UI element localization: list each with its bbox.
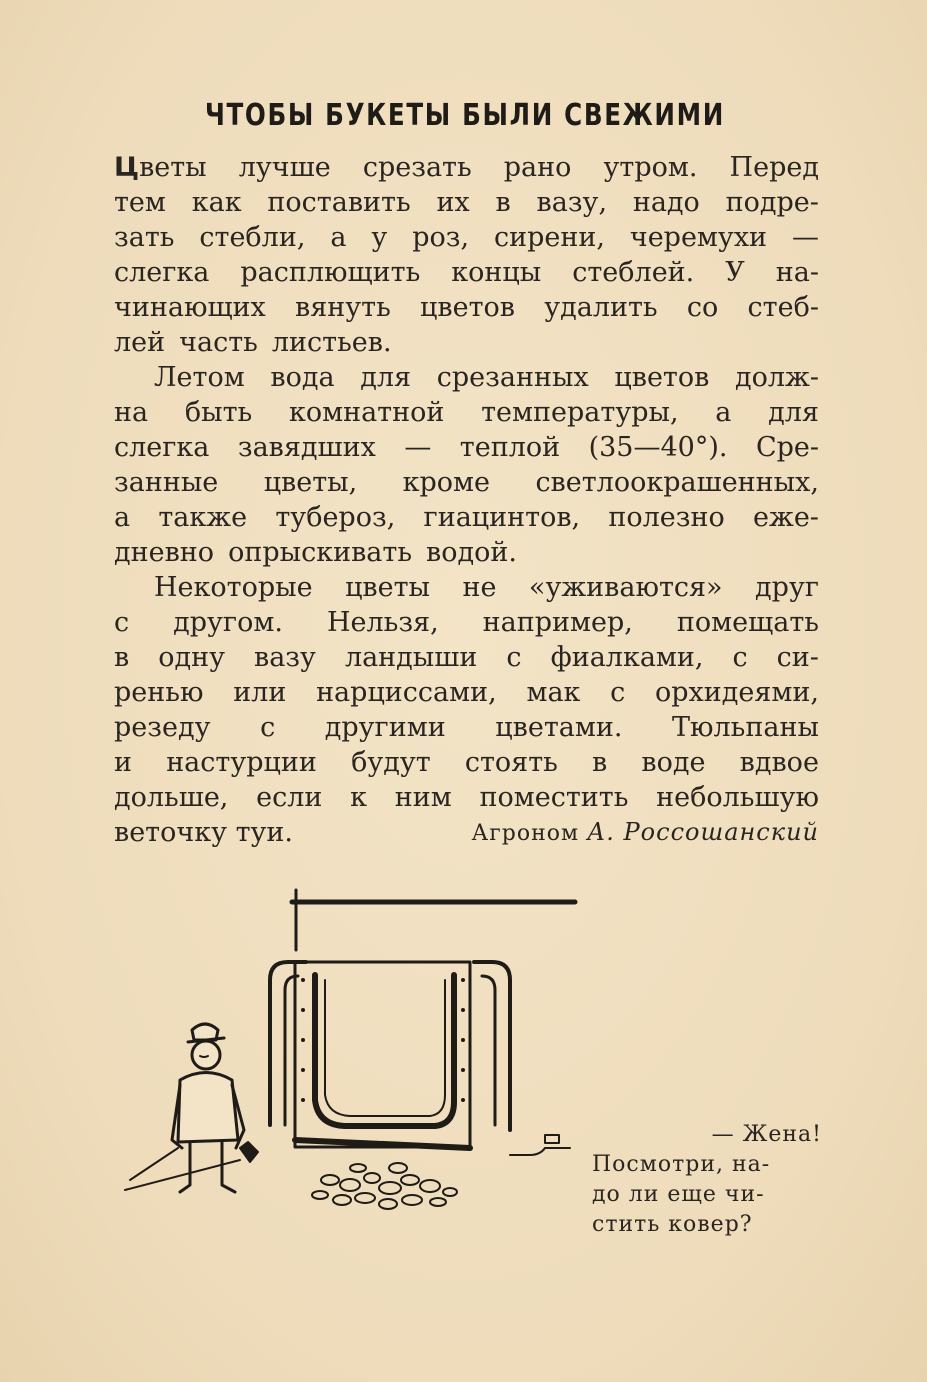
text-line: слегка расплющить концы стеблей. У на- (114, 257, 819, 288)
caption-line: Посмотри, на- (592, 1152, 771, 1177)
caption-line: до ли еще чи- (592, 1182, 765, 1207)
caption-line: стить ковер? (592, 1212, 753, 1237)
text-line: тем как поставить их в вазу, надо подре- (114, 187, 819, 218)
text-line: Цветы лучше срезать рано утром. Перед (114, 152, 819, 183)
caption-line: — Жена! (711, 1122, 822, 1147)
wire (510, 1148, 570, 1155)
author-credit (472, 815, 819, 851)
debris-pile (312, 1163, 457, 1209)
text-line: дневно опрыскивать водой. (114, 537, 517, 568)
text-line: слегка завядших — теплой (35—40°). Сре- (114, 432, 819, 463)
last-text-line: веточку туи. (114, 817, 293, 848)
text-line: в одну вазу ландыши с фиалками, с си- (114, 642, 819, 673)
text-line: на быть комнатной температуры, а для (114, 397, 819, 428)
text-line: а также тубероз, гиацинтов, полезно еже- (114, 502, 819, 533)
text-line: Летом вода для срезанных цветов долж- (154, 362, 819, 393)
text-line: ренью или нарциссами, мак с орхидеями, (114, 677, 819, 708)
article-title: ЧТОБЫ БУКЕТЫ БЫЛИ СВЕЖИМИ (204, 98, 726, 133)
cartoon-caption (592, 1120, 822, 1240)
drop-cap: Ц (114, 152, 140, 183)
carpet-worn-area (315, 975, 454, 1126)
text-line: с другом. Нельзя, например, помещать (114, 607, 819, 638)
author-role: Агроном (471, 821, 580, 846)
text-line: дольше, если к ним поместить небольшую (114, 782, 819, 813)
signature-line (114, 815, 819, 851)
cartoon-illustration (120, 880, 580, 1240)
text-line: чинающих вянуть цветов удалить со стеб- (114, 292, 819, 323)
text-line: занные цветы, кроме светлоокрашенных, (114, 467, 819, 498)
author-name: А. Россошанский (587, 818, 819, 846)
text-line: лей часть листьев. (114, 327, 392, 358)
frame-left (270, 962, 306, 1125)
text-line: Некоторые цветы не «уживаются» друг (154, 572, 819, 603)
article-body (114, 150, 819, 851)
frame-right (474, 962, 510, 1130)
text-line: зать стебли, а у роз, сирени, черемухи — (114, 222, 819, 253)
text-line: резеду с другими цветами. Тюльпаны (114, 712, 819, 743)
text-line: и настурции будут стоять в воде вдвое (114, 747, 819, 778)
man-figure (130, 1024, 258, 1192)
